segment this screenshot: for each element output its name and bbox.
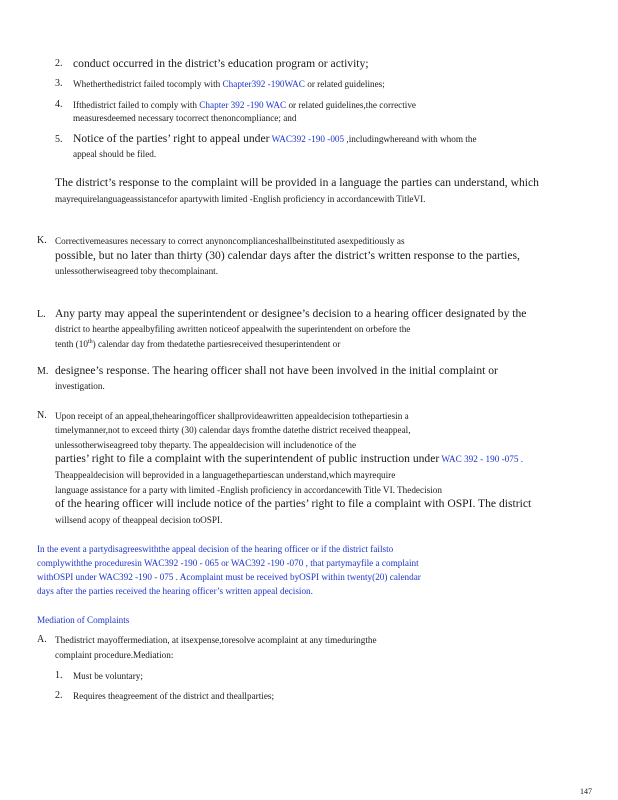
event-line-3-text: withOSPI under xyxy=(37,572,97,582)
mediation-item-1: Must be voluntary; xyxy=(73,671,143,681)
list-item-4 xyxy=(73,99,416,111)
wac-392-190-065-070-links[interactable]: WAC392 -190 - 065 or WAC392 -190 -070 , that partymayfile a complaint xyxy=(144,558,419,568)
item-n-line-6: language assistance for a party with limited -English proficiency in accordancewith Title VI. Thedecision xyxy=(55,485,442,495)
mediation-heading: Mediation of Complaints xyxy=(37,615,130,625)
wac-392-190-075-link[interactable]: WAC 392 - 190 -075 . xyxy=(441,454,524,464)
list-item-5-continuation: appeal should be filed. xyxy=(73,149,157,159)
item-n-line-3: unlessotherwiseagreed toby theparty. The appealdecision will includenotice of the xyxy=(55,440,357,450)
list-marker-4: 4. xyxy=(55,99,63,110)
event-line-1: In the event a partydisagreeswiththe appeal decision of the hearing officer or if the district failsto xyxy=(37,544,394,554)
item-n-marker: N. xyxy=(37,410,47,421)
list-item-5-text: Notice of the parties’ right to appeal under xyxy=(73,132,270,145)
item-k-line-3: unlessotherwiseagreed toby thecomplainant. xyxy=(55,266,219,276)
item-n-line-5: Theappealdecision will beprovided in a languagethepartiescan understand,which mayrequire xyxy=(55,470,396,480)
list-item-3-tail: or related guidelines; xyxy=(307,79,385,89)
item-n-line-7: of the hearing officer will include notice of the parties’ right to file a complaint with OSPI. The district xyxy=(55,497,532,510)
item-m-line-1: designee’s response. The hearing officer shall not have been involved in the initial complaint or xyxy=(55,364,498,377)
list-marker-3: 3. xyxy=(55,78,63,89)
item-k-line-2: possible, but no later than thirty (30) calendar days after the district’s written response to the parties, xyxy=(55,249,520,262)
item-n-line-1: Upon receipt of an appeal,thehearingofficer shallprovideawritten appealdecision tothepartiesin a xyxy=(55,411,409,421)
list-item-4-tail: or related guidelines,the corrective xyxy=(288,100,416,110)
list-item-4-continuation: measuresdeemed necessary tocorrect thenoncompliance; and xyxy=(73,113,297,123)
event-line-3 xyxy=(37,571,421,583)
wac-392-190-075-link-2[interactable]: WAC392 -190 - 075 . Acomplaint must be received byOSPI within twenty(20) calendar xyxy=(98,572,421,582)
ordinal-superscript: th xyxy=(87,338,93,345)
list-item-5-tail: ,includingwhereand with whom the xyxy=(346,134,477,144)
mediation-a-marker: A. xyxy=(37,634,47,645)
event-line-2-text: complywiththe proceduresin xyxy=(37,558,142,568)
item-m-marker: M. xyxy=(37,366,49,377)
list-item-4-text: Ifthedistrict failed to comply with xyxy=(73,100,197,110)
mediation-item-2: Requires theagreement of the district and theallparties; xyxy=(73,691,275,701)
item-l-line-2: district to hearthe appealbyfiling awritten noticeof appealwith the superintendent on orbefore the xyxy=(55,324,411,334)
event-line-2 xyxy=(37,557,419,569)
item-l-line-3 xyxy=(55,338,340,350)
list-marker-2: 2. xyxy=(55,58,63,69)
item-l-line-3-pre: tenth (10 xyxy=(55,339,88,349)
list-item-5 xyxy=(73,132,477,146)
list-marker-5: 5. xyxy=(55,134,63,145)
item-l-line-1: Any party may appeal the superintendent or designee’s decision to a hearing officer designated by the xyxy=(55,307,527,320)
item-n-line-4-text: parties’ right to file a complaint with the superintendent of public instruction under xyxy=(55,452,440,465)
event-line-4: days after the parties received the hearing officer’s written appeal decision. xyxy=(37,586,313,596)
item-n-line-8: willsend acopy of theappeal decision toOSPI. xyxy=(55,515,223,525)
item-l-line-3-post: ) calendar day from thedatethe partiesreceived thesuperintendent or xyxy=(92,339,341,349)
mediation-item-1-marker: 1. xyxy=(55,670,63,681)
response-line-2: mayrequirelanguageassistancefor apartywith limited -English proficiency in accordancewith TitleVI. xyxy=(55,194,426,204)
wac-392-190-005-link[interactable]: WAC392 -190 -005 xyxy=(271,134,345,144)
item-l-marker: L. xyxy=(37,309,46,320)
item-m-line-2: investigation. xyxy=(55,381,105,391)
list-item-3 xyxy=(73,78,385,90)
list-item-2: conduct occurred in the district’s education program or activity; xyxy=(73,57,369,70)
chapter-392-190-wac-link[interactable]: Chapter 392 -190 WAC xyxy=(199,100,287,110)
page-number: 147 xyxy=(580,787,592,796)
mediation-a-line-2: complaint procedure.Mediation: xyxy=(55,650,174,660)
response-line-1: The district’s response to the complaint will be provided in a language the parties can understand, which xyxy=(55,176,539,189)
mediation-a-line-1: Thedistrict mayoffermediation, at itsexpense,toresolve acomplaint at any timeduringthe xyxy=(55,635,377,645)
list-item-3-text: Whetherthedistrict failed tocomply with xyxy=(73,79,221,89)
item-n-line-2: timelymanner,not to exceed thirty (30) calendar days fromthe datethe district received theappeal, xyxy=(55,425,411,435)
item-k-line-1: Correctivemeasures necessary to correct anynoncomplianceshallbeinstituted asexpeditiously as xyxy=(55,236,405,246)
mediation-item-2-marker: 2. xyxy=(55,690,63,701)
item-n-line-4 xyxy=(55,452,523,466)
chapter-392-190-link[interactable]: Chapter392 -190WAC xyxy=(222,79,305,89)
item-k-marker: K. xyxy=(37,235,47,246)
